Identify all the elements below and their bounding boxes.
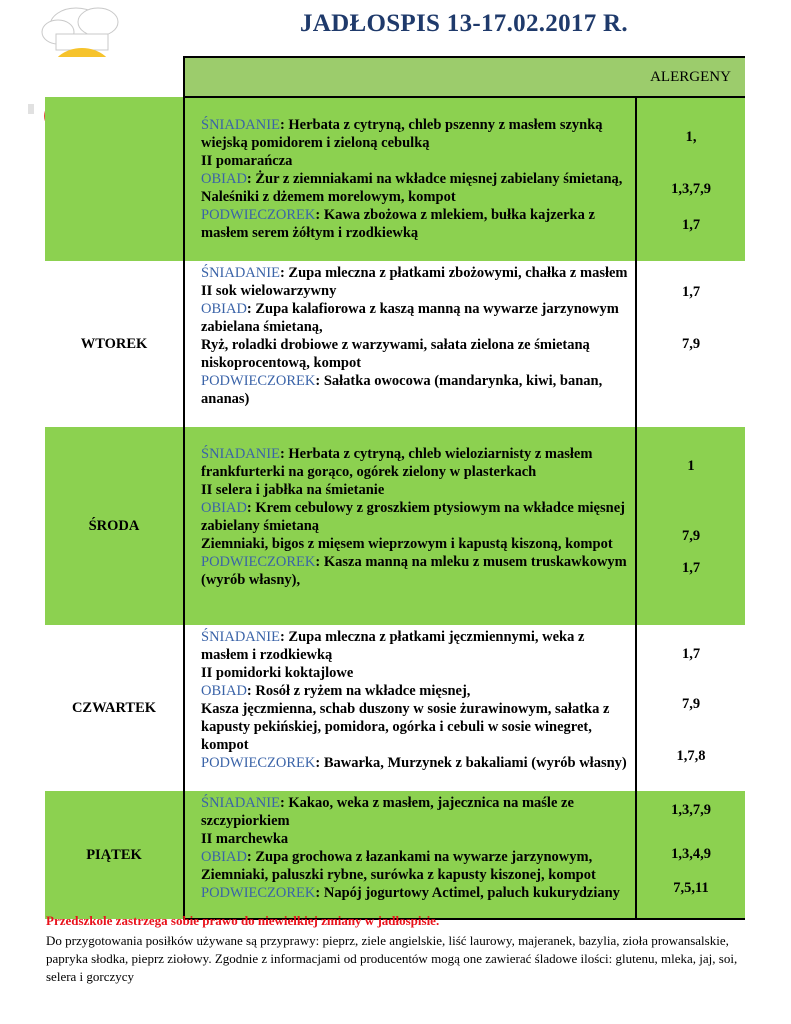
day-row-wednesday [45,427,745,625]
allergen-value: 1,7,8 [676,748,706,764]
meal-line: PODWIECZOREK: Kasza manną na mleku z musem truskawkowym (wyrób własny), [201,554,627,588]
meal-line: OBIAD: Żur z ziemniakami na wkładce mięsnej zabielany śmietaną, [201,171,623,187]
allergen-value: 1,7 [681,284,701,300]
meal-line: II marchewka [201,831,289,847]
meal-line: Ryż, roladki drobiowe z warzywami, sałata zielona ze śmietaną niskoprocentową, kompot [201,337,590,371]
meal-line: Kasza jęczmienna, schab duszony w sosie żurawinowym, sałatka z kapusty pekińskiej, pomidora, ogórka i cebuli w sosie winegret, kompot [201,701,610,753]
meal-line: II sok wielowarzywny [201,283,337,299]
day-name: CZWARTEK [45,625,184,791]
disclaimer-note: Przedszkole zastrzega sobie prawo do niewielkiej zmiany w jadłospisie. [46,913,440,928]
allergen-value: 7,9 [681,336,701,352]
allergen-value: 1 [687,458,695,474]
meal-line: ŚNIADANIE: Zupa mleczna z płatkami zbożowymi, chałka z masłem [201,265,628,281]
allergen-value: 1,7 [681,560,701,576]
day-row-monday [45,97,745,261]
meal-line: OBIAD: Rosół z ryżem na wkładce mięsnej, [201,683,471,699]
day-row-thursday [45,625,745,791]
day-name: ŚRODA [45,427,184,625]
page-title: JADŁOSPIS 13-17.02.2017 R. [300,10,628,37]
allergen-value: 1, [685,129,697,145]
allergen-value: 1,7 [681,646,701,662]
meal-line: II pomarańcza [201,153,293,169]
meal-line: PODWIECZOREK: Napój jogurtowy Actimel, paluch kukurydziany [201,885,620,901]
day-name: PIĄTEK [45,791,184,919]
meal-line: II pomidorki koktajlowe [201,665,354,681]
allergens-header: ALERGENY [636,57,745,97]
allergen-value: 7,9 [681,528,701,544]
meal-line: PODWIECZOREK: Sałatka owocowa (mandarynka, kiwi, banan, ananas) [201,373,603,407]
meal-line: Naleśniki z dżemem morelowym, kompot [201,189,456,205]
meal-line: II selera i jabłka na śmietanie [201,482,385,498]
meal-line: ŚNIADANIE: Kakao, weka z masłem, jajecznica na maśle ze szczypiorkiem [201,795,574,829]
allergen-value: 1,3,7,9 [671,802,711,818]
allergen-value: 1,3,7,9 [671,181,711,197]
header-row [45,57,745,97]
day-name: WTOREK [45,261,184,427]
meal-line: OBIAD: Zupa grochowa z łazankami na wywarze jarzynowym, [201,849,593,865]
spices-note: Do przygotowania posiłków używane są przyprawy: pieprz, ziele angielskie, liść laurowy, majeranek, bazylia, zioła prowansalskie, papryka słodka, pieprz ziołowy. Zgodnie z informacjami od producentów mogą one zawierać śladowe ilości: glutenu, mleka, jaj, soi, selera i gorczycy [46,933,738,984]
allergen-value: 7,9 [681,696,701,712]
day-name [45,97,184,261]
allergen-value: 1,3,4,9 [671,846,711,862]
meal-line: Ziemniaki, paluszki rybne, surówka z kapusty kiszonej, kompot [201,867,596,883]
meal-line: ŚNIADANIE: Herbata z cytryną, chleb pszenny z masłem szynką wiejską pomidorem i zieloną cebulką [201,117,603,151]
allergen-value: 1,7 [681,217,701,233]
meal-line: ŚNIADANIE: Herbata z cytryną, chleb wieloziarnisty z masłem frankfurterki na gorąco, ogórek zielony w plasterkach [201,446,593,480]
meal-line: ŚNIADANIE: Zupa mleczna z płatkami jęczmiennymi, weka z masłem i rzodkiewką [201,629,585,663]
meal-line: OBIAD: Krem cebulowy z groszkiem ptysiowym na wkładce mięsnej zabielany śmietaną [201,500,625,534]
meal-line: OBIAD: Zupa kalafiorowa z kaszą manną na wywarze jarzynowym zabielana śmietaną, [201,301,619,335]
day-row-friday [45,791,745,919]
allergen-value: 7,5,11 [673,880,709,896]
meal-line: Ziemniaki, bigos z mięsem wieprzowym i kapustą kiszoną, kompot [201,536,613,552]
menu-table [45,56,745,920]
day-row-tuesday [45,261,745,427]
meal-line: PODWIECZOREK: Kawa zbożowa z mlekiem, bułka kajzerka z masłem serem żółtym i rzodkiewką [201,207,595,241]
meal-line: PODWIECZOREK: Bawarka, Murzynek z bakaliami (wyrób własny) [201,755,627,771]
